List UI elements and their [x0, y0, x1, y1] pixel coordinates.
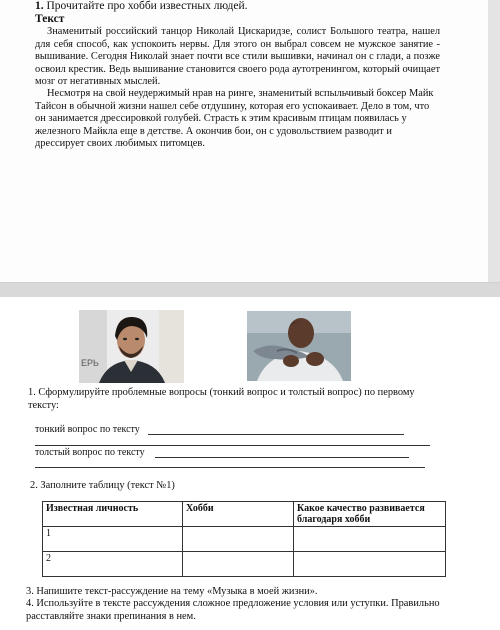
photo-tsiskaridze — [79, 310, 184, 383]
table-cell-quality[interactable] — [294, 527, 446, 552]
question-4: 4. Используйте в тексте рассуждения сложное предложение условия или уступки. Правильно расставляйте знаки препинания в нем. — [26, 598, 440, 622]
worksheet-page-top — [0, 0, 500, 283]
table-row — [43, 527, 446, 552]
paragraph-tsiskaridze: Знаменитый российский танцор Николай Цискаридзе, солист Большого театра, нашел для себя способ, как успокоить нервы. Для этого он выбрал совсем не мужское занятие - вышивание. Сегодня Николай знает почти все стили вышивки, начинал он с глади, а позже освоил крестик. Ведь вышивание становится своего рода аутотренингом, который очищает мозг от негативных мыслей. — [35, 26, 440, 88]
table-cell-person[interactable]: 1 — [43, 527, 183, 552]
table-header-quality: Какое качество развивается благодаря хобби — [294, 502, 446, 527]
thick-question-label: толстый вопрос по тексту — [35, 447, 145, 458]
photo1-caption: ЕРЬ — [81, 358, 99, 368]
table-row — [43, 552, 446, 577]
table-header-row — [43, 502, 446, 527]
table-cell-quality[interactable] — [294, 552, 446, 577]
thin-question-answer-line-1[interactable] — [148, 434, 404, 435]
scan-edge — [488, 0, 500, 282]
question-1: 1. Сформулируйте проблемные вопросы (тонкий вопрос и толстый вопрос) по первому тексту: — [28, 387, 415, 411]
thick-question-answer-line-2[interactable] — [35, 467, 425, 468]
question-2: 2. Заполните таблицу (текст №1) — [30, 480, 175, 491]
page-gap — [0, 283, 500, 297]
paragraph-tyson: Несмотря на свой неудержимый нрав на ринге, знаменитый вспыльчивый боксер Майк Тайсон в обычной жизни нашел себе отдушину, которая его успокаивает. Дело в том, что он занимается дрессировкой голубей. Страсть к этим красивым птицам появилась у железного Майкла еще в детстве. А окончив бои, он с удовольствием разводит и дрессирует своих любимых питомцев. — [35, 88, 434, 150]
thick-question-answer-line-1[interactable] — [155, 457, 409, 458]
table-header-person: Известная личность — [43, 502, 183, 527]
task1-number: 1. — [35, 0, 44, 12]
task1-title — [35, 0, 248, 13]
question-3: 3. Напишите текст-рассуждение на тему «Музыка в моей жизни». — [26, 586, 318, 597]
text-heading: Текст — [35, 13, 65, 25]
photo-tyson — [247, 311, 351, 381]
table-header-hobby: Хобби — [183, 502, 294, 527]
table-cell-hobby[interactable] — [183, 552, 294, 577]
task1-title-text: Прочитайте про хобби известных людей. — [46, 0, 248, 12]
table-cell-person[interactable]: 2 — [43, 552, 183, 577]
thin-question-label: тонкий вопрос по тексту — [35, 424, 140, 435]
hobby-table — [42, 501, 446, 577]
thin-question-answer-line-2[interactable] — [35, 445, 430, 446]
table-cell-hobby[interactable] — [183, 527, 294, 552]
